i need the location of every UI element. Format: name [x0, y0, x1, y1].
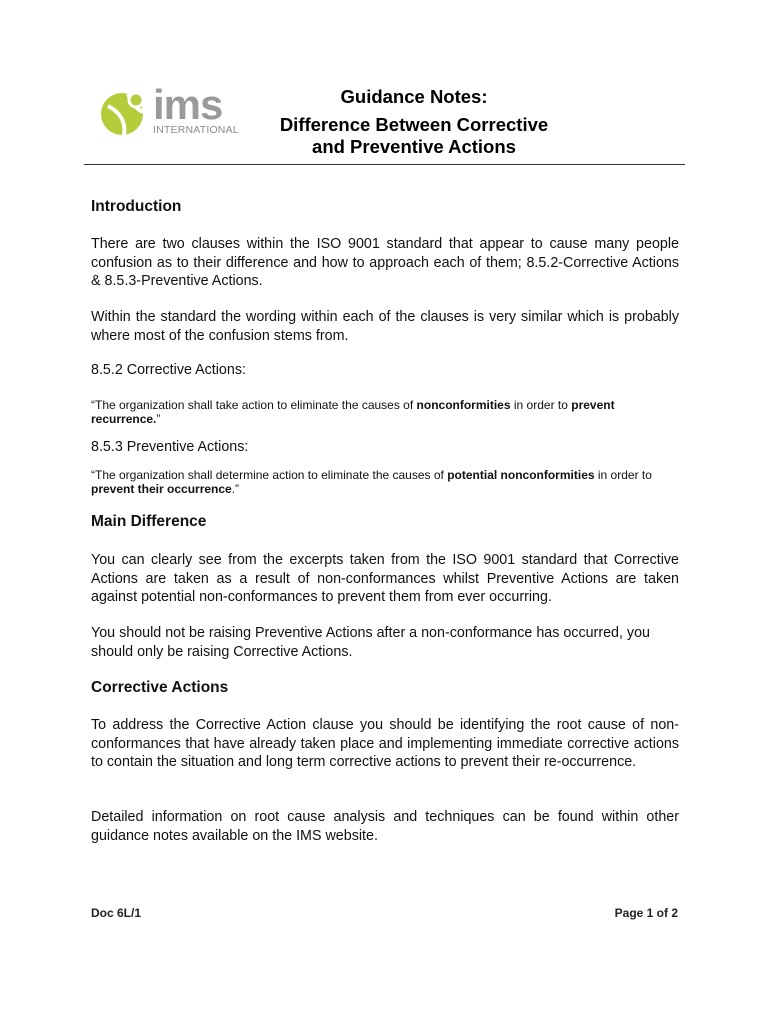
quote-text: ” — [156, 412, 161, 426]
doc-title-line3: and Preventive Actions — [312, 136, 516, 157]
quote-text: in order to — [510, 398, 572, 412]
preventive-clause-label: 8.5.3 Preventive Actions: — [91, 439, 249, 455]
doc-title-line1: Guidance Notes: — [340, 86, 488, 107]
quote-bold-text: prevent their occurrence — [91, 482, 232, 496]
corrective-clause-label: 8.5.2 Corrective Actions: — [91, 362, 246, 378]
preventive-clause-quote — [91, 468, 679, 496]
intro-paragraph-1: There are two clauses within the ISO 9001 standard that appear to cause many people confusion as to their difference and how to approach each of them; 8.5.2-Corrective Actions & 8.5.3-Preventive Actions. — [91, 236, 679, 290]
quote-text: in order to — [594, 468, 652, 482]
logo-subtitle: INTERNATIONAL — [153, 124, 239, 136]
quote-text: “The organization shall determine action to eliminate the causes of — [91, 468, 448, 482]
corrective-actions-paragraph-1: To address the Corrective Action clause you should be identifying the root cause of non-conformances that have already taken place and implementing immediate corrective actions to contain the situation and long term corrective actions to prevent their re-occurrence. — [91, 717, 679, 771]
corrective-actions-paragraph-2: Detailed information on root cause analysis and techniques can be found within other guidance notes available on the IMS website. — [91, 809, 679, 844]
corrective-clause-quote — [91, 398, 679, 426]
quote-bold-text: nonconformities — [416, 398, 511, 412]
main-difference-heading: Main Difference — [91, 513, 207, 530]
footer-doc-id: Doc 6L/1 — [91, 906, 142, 920]
doc-title-line2: Difference Between Corrective — [279, 114, 549, 135]
quote-bold-text: prevent recurrence. — [91, 398, 615, 426]
quote-text: “The organization shall take action to eliminate the causes of — [91, 398, 417, 412]
logo-wordmark: ims — [153, 81, 223, 128]
main-difference-paragraph-1: You can clearly see from the excerpts taken from the ISO 9001 standard that Corrective Actions are taken as a result of non-conformances whilst Preventive Actions are taken against potential non-conformances to prevent them from ever occurring. — [91, 552, 679, 606]
footer-page-number: Page 1 of 2 — [614, 906, 678, 920]
quote-bold-text: potential nonconformities — [447, 468, 595, 482]
ims-ball-icon — [98, 88, 150, 140]
header-divider — [84, 164, 685, 165]
introduction-heading: Introduction — [91, 198, 182, 215]
intro-paragraph-2: Within the standard the wording within each of the clauses is very similar which is probably where most of the confusion stems from. — [91, 309, 679, 344]
ims-logo — [98, 81, 239, 140]
corrective-actions-heading: Corrective Actions — [91, 679, 229, 696]
quote-text: .” — [231, 482, 240, 496]
main-difference-paragraph-2: You should not be raising Preventive Actions after a non-conformance has occurred, you should only be raising Corrective Actions. — [91, 625, 650, 660]
